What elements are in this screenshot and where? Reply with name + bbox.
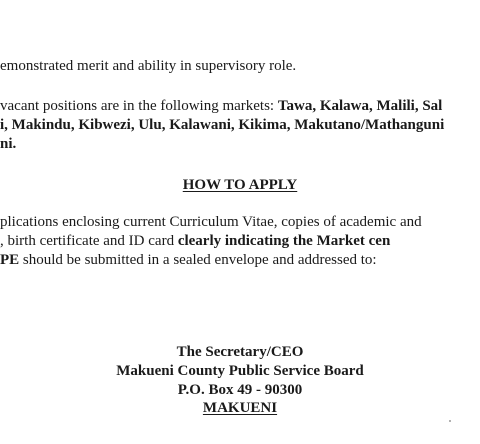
apply-text-2: , birth certificate and ID card [0, 233, 178, 249]
apply-text-3: should be submitted in a sealed envelope and addressed to: [19, 252, 377, 268]
address-organization: Makueni County Public Service Board [116, 363, 364, 379]
apply-paragraph-line-2 [0, 232, 390, 250]
address-po-box: P.O. Box 49 - 90300 [177, 382, 303, 398]
markets-intro-text: vacant positions are in the following markets: [0, 98, 278, 114]
address-town: MAKUENI [202, 400, 278, 416]
how-to-apply-heading [0, 176, 480, 194]
address-line-2 [0, 362, 480, 380]
apply-paragraph-line-1 [0, 213, 422, 231]
how-to-apply-text: HOW TO APPLY [182, 177, 298, 193]
apply-text-1: plications enclosing current Curriculum Vitae, copies of academic and [0, 214, 422, 230]
merit-paragraph-line [0, 57, 296, 75]
address-line-3 [0, 381, 480, 399]
apply-paragraph-line-3 [0, 251, 377, 269]
address-line-1 [0, 343, 480, 361]
markets-list-text-1: Tawa, Kalawa, Malili, Sal [277, 98, 443, 114]
address-title: The Secretary/CEO [176, 344, 304, 360]
address-line-4 [0, 399, 480, 417]
markets-paragraph-line-2 [0, 116, 444, 134]
markets-list-text-2: i, Makindu, Kibwezi, Ulu, Kalawani, Kikima, Makutano/Mathanguni [0, 117, 445, 133]
merit-text: emonstrated merit and ability in supervisory role. [0, 58, 297, 74]
scan-speck [449, 420, 451, 422]
apply-emphasis-text-2: PE [0, 252, 20, 268]
apply-emphasis-text: clearly indicating the Market cen [177, 233, 391, 249]
markets-list-text-3: ni. [0, 136, 17, 152]
markets-paragraph-line-1 [0, 97, 442, 115]
markets-paragraph-line-3 [0, 135, 16, 153]
